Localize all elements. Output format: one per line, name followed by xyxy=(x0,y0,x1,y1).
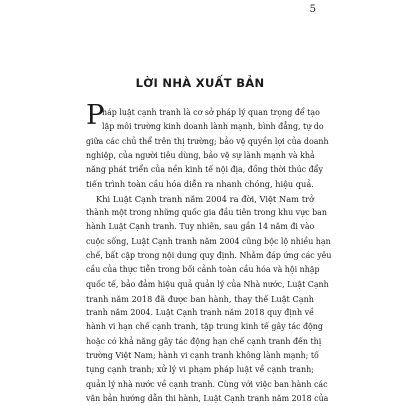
text-line: nghiệp, của người tiêu dùng, bảo vệ sự lành mạnh và khả xyxy=(86,150,315,160)
text-line: quốc tế, bảo đảm hiệu quả quản lý của Nhà nước, Luật Cạnh xyxy=(86,279,329,289)
text-line: thành một trong những quốc gia đầu tiên trong khu vực ban xyxy=(86,208,327,218)
text-line: tụng cạnh tranh; xử lý vi phạm pháp luật về cạnh tranh; xyxy=(86,365,314,375)
text-line: tranh năm 2004. Luật Cạnh tranh năm 2018 quy định về xyxy=(86,308,314,318)
text-line: chế, bất cập trong nội dung quy định. Nhằm đáp ứng các yêu xyxy=(86,250,332,260)
text-line: lập môi trường kinh doanh lành mạnh, bình đẳng, tự do xyxy=(102,122,324,132)
text-line: trường Việt Nam; hành vi cạnh tranh không lành mạnh; tố xyxy=(86,351,319,361)
text-line: hành vi hạn chế cạnh tranh, tập trung kinh tế gây tác động xyxy=(86,322,323,332)
text-line: hành Luật Cạnh tranh. Tuy nhiên, sau gần 14 năm đi vào xyxy=(86,222,315,232)
page-number: 5 xyxy=(309,4,316,15)
text-line: năng phát triển của nền kinh tế nội địa, đồng thời thúc đẩy xyxy=(86,165,323,175)
text-line: Khi Luật Cạnh tranh năm 2004 ra đời, Việt Nam trở xyxy=(96,193,314,204)
text-line: văn bản hướng dẫn thi hành, Luật Cạnh tranh năm 2018 của xyxy=(86,393,329,403)
paragraph-2 xyxy=(86,192,332,406)
paragraph-1 xyxy=(86,100,329,192)
page-title: LỜI NHÀ XUẤT BẢN xyxy=(135,76,265,90)
text-line: tiến trình toàn cầu hóa diễn ra nhanh chóng, hiệu quả. xyxy=(86,179,314,190)
text-line: giữa các chủ thể trên thị trường; bảo vệ quyền lợi của doanh xyxy=(86,136,329,146)
text-line: háp luật cạnh tranh là cơ sở pháp lý quan trọng để tạo xyxy=(102,108,320,117)
text-line: hoặc có khả năng gây tác động hạn chế cạnh tranh đến thị xyxy=(86,336,322,346)
body-text xyxy=(86,100,332,406)
text-line: tranh năm 2018 đã được ban hành, thay thế Luật Cạnh xyxy=(86,293,314,304)
text-line: quản lý nhà nước về cạnh tranh. Cùng với việc ban hành các xyxy=(86,379,328,389)
drop-cap: P xyxy=(86,100,105,131)
text-line: cầu của thực tiễn trong bối cảnh toàn cầu hóa và hội nhập xyxy=(86,265,320,275)
text-line: cuộc sống, Luật Cạnh tranh năm 2004 cũng bộc lộ nhiều hạn xyxy=(86,236,331,246)
